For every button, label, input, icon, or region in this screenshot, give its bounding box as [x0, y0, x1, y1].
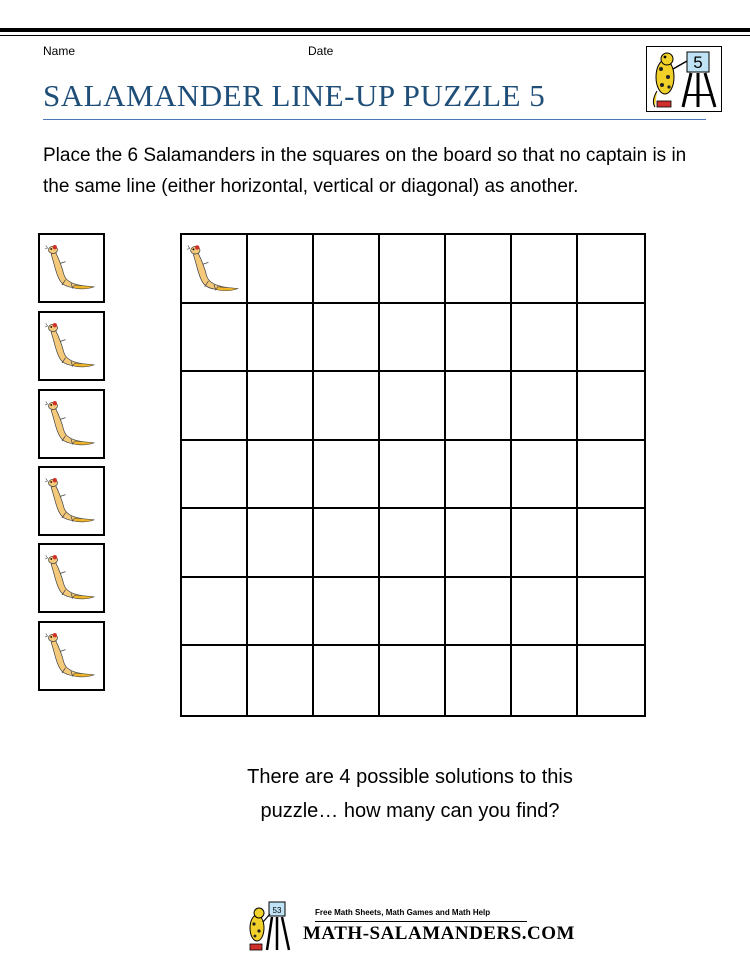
salamander-logo-icon	[245, 900, 303, 952]
board-cell[interactable]	[446, 578, 512, 647]
board-cell[interactable]	[182, 441, 248, 510]
puzzle-board	[180, 233, 646, 717]
tray-salamander-piece[interactable]	[38, 233, 105, 303]
board-cell[interactable]	[248, 578, 314, 647]
solutions-note	[190, 760, 630, 828]
board-cell[interactable]	[182, 509, 248, 578]
board-cell[interactable]	[512, 304, 578, 373]
board-cell[interactable]	[314, 372, 380, 441]
solutions-line-2: puzzle… how many can you find?	[260, 800, 560, 822]
board-cell[interactable]	[248, 509, 314, 578]
board-cell[interactable]	[182, 578, 248, 647]
board-cell[interactable]	[182, 235, 248, 304]
footer-brand	[245, 900, 575, 952]
brand-tagline: Free Math Sheets, Math Games and Math Help	[315, 908, 491, 917]
board-cell[interactable]	[314, 235, 380, 304]
board-cell[interactable]	[446, 235, 512, 304]
board-cell[interactable]	[578, 441, 644, 510]
board-cell[interactable]	[578, 578, 644, 647]
board-cell[interactable]	[314, 646, 380, 715]
board-cell[interactable]	[380, 372, 446, 441]
tray-salamander-piece[interactable]	[38, 466, 105, 536]
board-cell[interactable]	[512, 646, 578, 715]
board-cell[interactable]	[182, 304, 248, 373]
board-cell[interactable]	[512, 441, 578, 510]
board-cell[interactable]	[314, 441, 380, 510]
title-rule	[43, 119, 706, 120]
board-cell[interactable]	[380, 646, 446, 715]
salamander-icon	[44, 627, 98, 683]
tray-salamander-piece[interactable]	[38, 543, 105, 613]
tray-salamander-piece[interactable]	[38, 621, 105, 691]
board-cell[interactable]	[512, 509, 578, 578]
board-cell[interactable]	[314, 304, 380, 373]
board-cell[interactable]	[446, 304, 512, 373]
top-rule-thin	[0, 35, 750, 36]
board-cell[interactable]	[380, 441, 446, 510]
board-cell[interactable]	[380, 578, 446, 647]
board-cell[interactable]	[578, 646, 644, 715]
board-cell[interactable]	[578, 372, 644, 441]
salamander-icon	[44, 395, 98, 451]
page-title: SALAMANDER LINE-UP PUZZLE 5	[43, 78, 546, 113]
name-label: Name	[43, 44, 76, 58]
board-cell[interactable]	[446, 441, 512, 510]
brand-rule	[315, 921, 527, 922]
board-cell[interactable]	[512, 372, 578, 441]
board-cell[interactable]	[314, 509, 380, 578]
tray-salamander-piece[interactable]	[38, 311, 105, 381]
board-cell[interactable]	[578, 509, 644, 578]
top-rule	[0, 28, 750, 32]
board-cell[interactable]	[182, 372, 248, 441]
date-label: Date	[308, 44, 334, 58]
salamander-icon	[44, 549, 98, 605]
brand-badge: 53	[272, 906, 282, 915]
board-cell[interactable]	[512, 235, 578, 304]
board-cell[interactable]	[512, 578, 578, 647]
instructions-text: Place the 6 Salamanders in the squares on the board so that no captain is in the same line (either horizontal, vertical or diagonal) as another.	[43, 145, 687, 197]
board-cell[interactable]	[446, 509, 512, 578]
board-cell[interactable]	[578, 235, 644, 304]
board-cell[interactable]	[314, 578, 380, 647]
board-cell[interactable]	[248, 235, 314, 304]
board-cell[interactable]	[248, 372, 314, 441]
board-cell[interactable]	[248, 304, 314, 373]
board-cell[interactable]	[380, 509, 446, 578]
board-cell[interactable]	[578, 304, 644, 373]
board-cell[interactable]	[446, 372, 512, 441]
header-logo	[646, 46, 722, 112]
salamander-icon	[186, 239, 242, 297]
salamander-icon	[44, 317, 98, 373]
tray-salamander-piece[interactable]	[38, 389, 105, 459]
board-cell[interactable]	[248, 646, 314, 715]
brand-name: MATH-SALAMANDERS.COM	[303, 923, 575, 944]
board-cell[interactable]	[380, 235, 446, 304]
salamander-icon	[44, 239, 98, 295]
solutions-line-1: There are 4 possible solutions to this	[247, 766, 573, 788]
board-cell[interactable]	[248, 441, 314, 510]
board-cell[interactable]	[380, 304, 446, 373]
logo-number: 5	[693, 53, 703, 72]
board-cell[interactable]	[446, 646, 512, 715]
salamander-teacher-icon	[647, 47, 721, 111]
board-cell[interactable]	[182, 646, 248, 715]
salamander-icon	[44, 472, 98, 528]
